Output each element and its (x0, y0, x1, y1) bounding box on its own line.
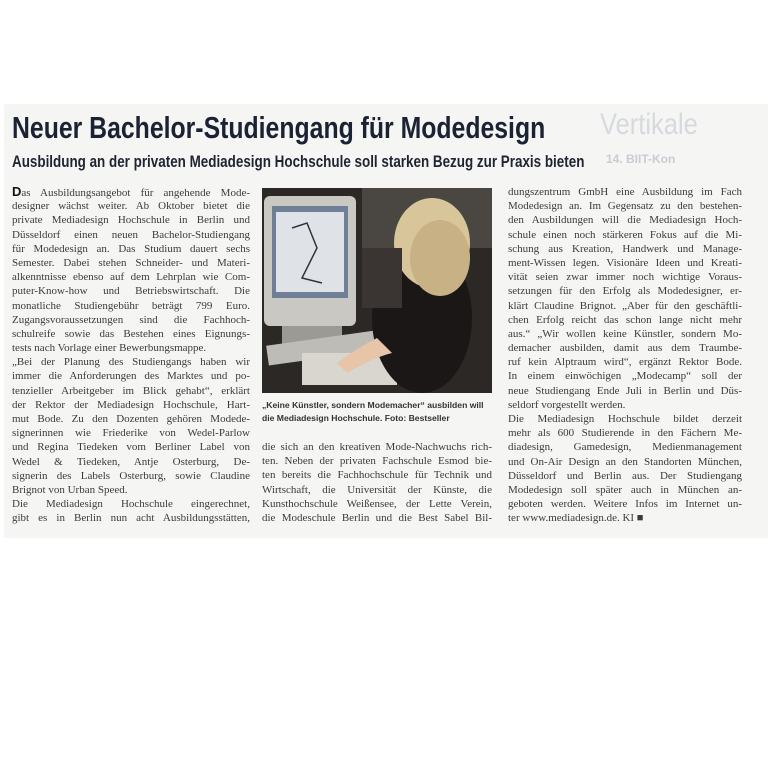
text-line: Düsseldorf einen neuen Bachelor-Studiengang (12, 228, 250, 241)
text-line: Das Ausbildungsangebot für angehende Mode- (12, 184, 250, 199)
text-line: mut Bode. Zu den Dozenten gehören Modede- (12, 413, 250, 425)
text-line: mehr als 600 Studierende in den Fächern Me- (508, 427, 742, 440)
text-line: Wirtschaft, die Universität der Künste, die (262, 483, 492, 496)
text-line: Zugangsvoraussetzungen sind die Fachhoch- (12, 313, 250, 326)
text-line: vität seien zwar immer noch wichtige Voraus- (508, 271, 742, 284)
photo-caption (262, 399, 494, 425)
text-line: ruf kein Alptraum wird“, ergänzt Rektor Bode. (508, 356, 742, 369)
text-line: Modedesign an. Im Gegensatz zu den bestehen- (508, 200, 742, 213)
text-line: diadesign, Gamedesign, Medienmanagement (508, 441, 742, 454)
text-line: ten. Neben der privaten Fachschule Esmod bie- (262, 455, 492, 468)
text-line: ten bereits die Fachhochschule für Technik und (262, 469, 492, 482)
text-line: dungszentrum GmbH eine Ausbildung im Fach (508, 186, 742, 198)
text-line: demacher ausbilden, damit aus dem Traumbe- (508, 342, 742, 355)
neighbor-article-headline: Vertikale (600, 108, 698, 141)
text-line: aus.“ „Wir wollen keine Künstler, sondern Mo- (508, 327, 742, 340)
text-line: chen Erfolg reicht das schon lange nicht mehr (508, 313, 742, 326)
text-line: geboten werden. Weitere Infos im Internet un- (508, 498, 742, 511)
text-line: Wedel & Tiedeken, Antje Osterburg, De- (12, 455, 250, 468)
article-column-2 (262, 440, 492, 525)
text-line: die sich an den kreativen Mode-Nachwuchs rich- (262, 441, 492, 453)
text-line: neue Studiengang Ende Juli in Berlin und Düs- (508, 384, 742, 397)
text-line: ter www.mediadesign.de. KI ■ (508, 512, 644, 525)
caption-line: die Mediadesign Hochschule. Foto: Bestseller (262, 413, 450, 423)
text-line: Kunsthochschule Weißensee, der Lette Verein, (262, 497, 492, 510)
article-headline: Neuer Bachelor-Studiengang für Modedesign (12, 110, 546, 145)
text-line: ment-Wissen legen. Visionäre Ideen und Kreati- (508, 256, 742, 269)
text-line: für Modedesign an. Das Studium dauert sechs (12, 242, 250, 255)
article-subheadline: Ausbildung an der privaten Mediadesign Hochschule soll starken Bezug zur Praxis bieten (12, 152, 585, 171)
text-line: tests nach Vorlage einer Bewerbungsmappe. (12, 342, 207, 355)
text-line: Semester. Dabei stehen Schneider- und Materi- (12, 256, 250, 269)
photo-designer-at-computer (262, 188, 492, 393)
text-line: tenzieller Arbeitgeber im Blick gehabt“, erklärt (12, 384, 250, 397)
text-line: schung aus Kreation, Handwerk und Manage- (508, 242, 742, 255)
text-line: „Bei der Planung des Studiengangs haben wir (12, 356, 250, 369)
text-line: puter-Know-how und Betriebswirtschaft. Die (12, 285, 250, 298)
text-line: designer wächst weiter. Ab Oktober bietet die (12, 200, 250, 213)
text-line: die Modeschule Berlin und die Best Sabel Bil- (262, 511, 492, 524)
text-line: alkenntnisse ebenso auf dem Lehrplan wie Com- (12, 271, 250, 284)
text-line: Die Mediadesign Hochschule eingerechnet, (12, 498, 250, 511)
text-line: immer die Anforderungen des Marktes und po- (12, 370, 250, 383)
text-line: Düsseldorf und Berlin aus. Der Studiengang (508, 469, 742, 482)
text-line: den Ausbildungen will die Mediadesign Hoch- (508, 214, 742, 227)
article-photo (262, 188, 492, 393)
article-column-1 (12, 185, 250, 526)
text-line: private Mediadesign Hochschule in Berlin und (12, 214, 250, 227)
text-line: signerin des Labels Osterburg, sowie Claudine (12, 469, 250, 482)
text-line: setzungen für den Erfolg als Modedesigner, er- (508, 285, 742, 298)
text-line: In einem einwöchigen „Modecamp“ soll der (508, 370, 742, 383)
text-line: schulreife sowie das Bestehen eines Eignungs- (12, 327, 250, 340)
text-line: schule einen noch stärkeren Fokus auf die Mi- (508, 228, 742, 241)
article-column-3 (508, 185, 742, 526)
text-line: und Regina Tiedeken vom Berliner Label von (12, 441, 250, 454)
text-line: signerinnen wie Friederike von Wedel-Parlow (12, 427, 250, 440)
text-line: seldorf vorgestellt werden. (508, 398, 626, 411)
neighbor-article-subhead: 14. BIIT-Kon (606, 152, 676, 166)
text-line: monatliche Studiengebühr beträgt 799 Euro. (12, 299, 250, 312)
text-line: der Rektor der Mediadesign Hochschule, Hart- (12, 398, 250, 411)
caption-line: „Keine Künstler, sondern Modemacher“ ausbilden will (262, 400, 484, 410)
text-line: und On-Air Design an den Standorten München, (508, 455, 742, 468)
text-line: Die Mediadesign Hochschule bildet derzeit (508, 413, 742, 425)
text-line: klärt Claudine Brignot. „Aber für den geschäftli- (508, 299, 742, 312)
text-line: Brignot von Urban Speed. (12, 483, 128, 496)
text-line: Modedesign soll später auch in München an- (508, 483, 742, 496)
text-line: gibt es in Berlin nun acht Ausbildungsstätten, (12, 512, 250, 525)
